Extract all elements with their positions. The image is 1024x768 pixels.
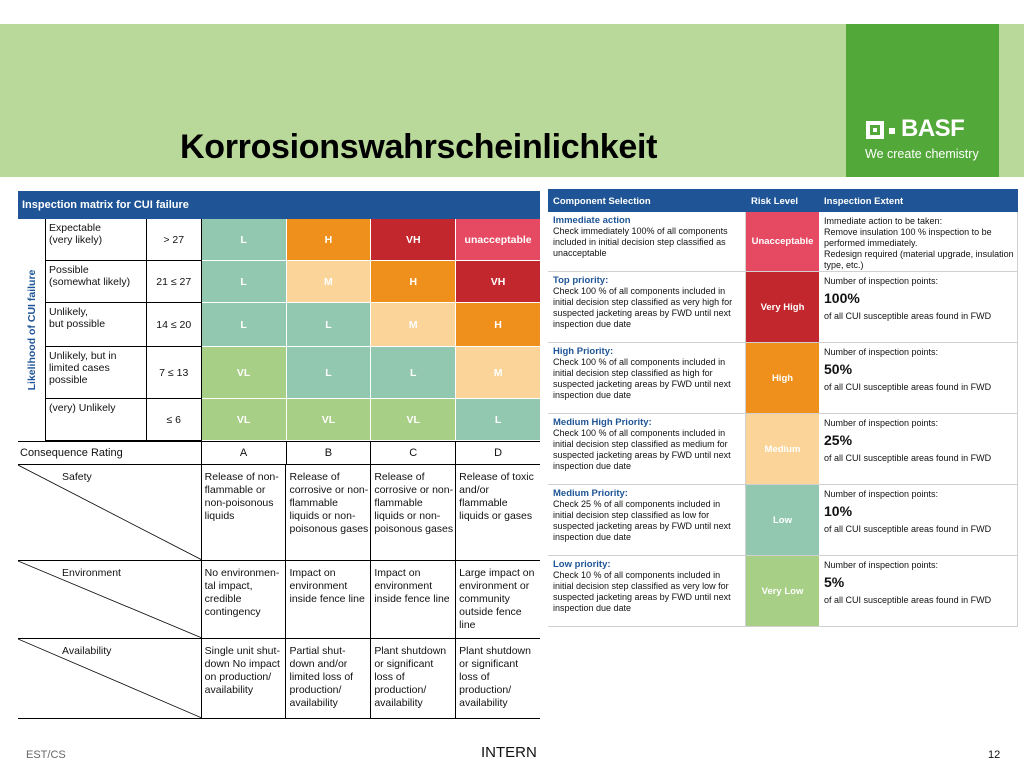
consequence-cell: No environmen-tal impact, credible contingency (202, 561, 287, 638)
consequence-cell: Plant shutdown or significant loss of production/ availability (459, 645, 531, 709)
extent-intro: Number of inspection points: (824, 560, 939, 570)
risk-cell: VL (287, 399, 372, 441)
likelihood-row (46, 399, 540, 441)
extent-detail: of all CUI susceptible areas found in FWD (824, 311, 992, 321)
extent-intro: Number of inspection points: (824, 489, 939, 499)
risk-cell: VL (202, 399, 287, 441)
inspection-extent-cell (819, 272, 1018, 342)
likelihood-grid (18, 219, 540, 441)
extent-detail: Remove insulation 100 % inspection to be performed immediately. Redesign required (material upgrade, insulation type, etc.) (824, 227, 1014, 270)
inspection-extent-cell (819, 343, 1018, 413)
risk-cell: VH (456, 261, 540, 303)
header-component-selection: Component Selection (553, 196, 651, 207)
consequence-cell: Release of toxic and/or flammable liquids or gases (459, 471, 534, 522)
consequence-category (18, 465, 202, 560)
risk-cell: L (202, 261, 287, 303)
logo-text: BASF (901, 115, 965, 142)
extent-percent: 25% (824, 432, 853, 448)
consequence-cell: Release of corrosive or non-flammable liquids or non-poisonous gases (286, 465, 371, 560)
priority-description: Check immediately 100% of all components included in initial decision step classified as unacceptable (553, 226, 728, 258)
risk-level-badge: Very High (746, 272, 819, 342)
priority-description: Check 100 % of all components included in initial decision step classified as high for suspected jacketing areas by FWD until next inspection due date (553, 357, 731, 400)
inspection-row (548, 343, 1018, 414)
consequence-category (18, 639, 202, 718)
footer-classification: INTERN (481, 744, 537, 761)
component-selection-cell (548, 272, 746, 342)
inspection-row (548, 485, 1018, 556)
consequence-cell: Release of non-flammable or non-poisonous liquids (202, 465, 287, 560)
risk-cell: L (287, 347, 372, 399)
consequence-category-label: Safety (62, 471, 92, 483)
inspection-row (548, 414, 1018, 485)
extent-percent: 10% (824, 503, 853, 519)
extent-percent: 100% (824, 290, 860, 306)
likelihood-label: Possible (somewhat likely) (46, 261, 147, 303)
consequence-row (18, 561, 540, 639)
consequence-cell: Single unit shut-down No impact on production/ availability (202, 639, 287, 718)
component-selection-cell (548, 556, 746, 626)
inspection-extent-table (548, 189, 1018, 627)
logo-dot-icon (889, 128, 895, 134)
component-selection-cell (548, 414, 746, 484)
risk-level-badge: Very Low (746, 556, 819, 626)
consequence-col-d: D (494, 447, 503, 459)
consequence-row (18, 465, 540, 561)
risk-cell: unacceptable (456, 219, 540, 261)
risk-cell: M (371, 303, 456, 347)
consequence-col-c: C (371, 442, 456, 464)
consequence-header (18, 441, 540, 465)
risk-cell: VL (202, 347, 287, 399)
priority-title: High Priority: (553, 346, 614, 357)
risk-level-badge: Medium (746, 414, 819, 484)
logo-tagline: We create chemistry (865, 147, 979, 161)
logo-square-icon (866, 121, 884, 139)
component-selection-cell (548, 343, 746, 413)
priority-description: Check 100 % of all components included in initial decision step classified as very high for suspected jacketing areas by FWD until next inspection due date (553, 286, 733, 329)
likelihood-row (46, 261, 540, 303)
likelihood-label: (very) Unlikely (46, 399, 147, 441)
extent-intro: Immediate action to be taken: (824, 216, 943, 226)
priority-title: Medium Priority: (553, 488, 628, 499)
diagonal-divider (18, 465, 202, 560)
risk-cell: H (287, 219, 372, 261)
consequence-col-b: B (287, 442, 372, 464)
risk-level-badge: Unacceptable (746, 212, 819, 271)
header-inspection-extent: Inspection Extent (824, 196, 904, 207)
risk-cell: L (371, 347, 456, 399)
consequence-col-a: A (202, 442, 287, 464)
consequence-cell: Plant shutdown or significant loss of production/ availability (371, 639, 456, 718)
extent-intro: Number of inspection points: (824, 418, 939, 428)
extent-percent: 50% (824, 361, 853, 377)
inspection-row (548, 272, 1018, 343)
page-number: 12 (988, 749, 1001, 761)
risk-level-badge: High (746, 343, 819, 413)
risk-cell: M (287, 261, 372, 303)
matrix-title: Inspection matrix for CUI failure (18, 191, 540, 219)
risk-cell: L (287, 303, 372, 347)
inspection-extent-cell (819, 414, 1018, 484)
inspection-extent-cell (819, 485, 1018, 555)
basf-logo (846, 24, 999, 177)
consequence-category-label: Environment (62, 567, 121, 579)
consequence-cell: Impact on environment inside fence line (371, 561, 456, 638)
priority-title: Low priority: (553, 559, 611, 570)
likelihood-label: Unlikely, but possible (46, 303, 147, 347)
extent-intro: Number of inspection points: (824, 276, 939, 286)
consequence-category (18, 561, 202, 638)
likelihood-axis-label: Likelihood of CUI failure (18, 219, 46, 441)
likelihood-range: 14 ≤ 20 (147, 303, 202, 347)
table-header-row (548, 189, 1018, 212)
consequence-category-label: Availability (62, 645, 112, 657)
risk-cell: M (456, 347, 540, 399)
extent-detail: of all CUI susceptible areas found in FWD (824, 595, 992, 605)
consequence-cell: Release of corrosive or non-flammable liquids or non-poisonous gases (371, 465, 456, 560)
header-risk-level: Risk Level (751, 196, 798, 207)
extent-detail: of all CUI susceptible areas found in FWD (824, 453, 992, 463)
risk-cell: VH (371, 219, 456, 261)
risk-cell: L (202, 303, 287, 347)
inspection-row (548, 556, 1018, 627)
consequence-cell: Partial shut-down and/or limited loss of production/ availability (286, 639, 371, 718)
footer-department: EST/CS (26, 749, 66, 761)
priority-title: Medium High Priority: (553, 417, 652, 428)
page-title: Korrosionswahrscheinlichkeit (180, 128, 658, 166)
consequence-cell: Impact on environment inside fence line (286, 561, 371, 638)
priority-description: Check 25 % of all components included in initial decision step classified as low for suspected jacketing areas by FWD until next inspection due date (553, 499, 731, 542)
likelihood-label: Unlikely, but in limited cases possible (46, 347, 147, 399)
inspection-extent-cell (819, 556, 1018, 626)
likelihood-range: > 27 (147, 219, 202, 261)
likelihood-row (46, 303, 540, 347)
risk-cell: H (371, 261, 456, 303)
consequence-rating-label: Consequence Rating (18, 442, 202, 464)
risk-cell: VL (371, 399, 456, 441)
inspection-matrix (18, 191, 540, 709)
likelihood-row (46, 219, 540, 261)
component-selection-cell (548, 212, 746, 271)
likelihood-range: 21 ≤ 27 (147, 261, 202, 303)
risk-cell: L (202, 219, 287, 261)
likelihood-row (46, 347, 540, 399)
likelihood-range: ≤ 6 (147, 399, 202, 441)
risk-level-badge: Low (746, 485, 819, 555)
priority-title: Top priority: (553, 275, 609, 286)
priority-description: Check 10 % of all components included in initial decision step classified as very low for suspected jacketing areas by FWD until next inspection due date (553, 570, 731, 613)
priority-title: Immediate action (553, 215, 631, 226)
extent-percent: 5% (824, 574, 845, 590)
consequence-row (18, 639, 540, 719)
risk-cell: H (456, 303, 540, 347)
risk-cell: L (456, 399, 540, 441)
component-selection-cell (548, 485, 746, 555)
likelihood-label: Expectable (very likely) (46, 219, 147, 261)
extent-detail: of all CUI susceptible areas found in FWD (824, 382, 992, 392)
priority-description: Check 100 % of all components included in initial decision step classified as medium for suspected jacketing areas by FWD until next inspection due date (553, 428, 731, 471)
extent-intro: Number of inspection points: (824, 347, 939, 357)
inspection-extent-cell (819, 212, 1018, 271)
likelihood-range: 7 ≤ 13 (147, 347, 202, 399)
extent-detail: of all CUI susceptible areas found in FWD (824, 524, 992, 534)
inspection-row (548, 212, 1018, 272)
consequence-cell: Large impact on environment or community outside fence line (459, 567, 535, 631)
